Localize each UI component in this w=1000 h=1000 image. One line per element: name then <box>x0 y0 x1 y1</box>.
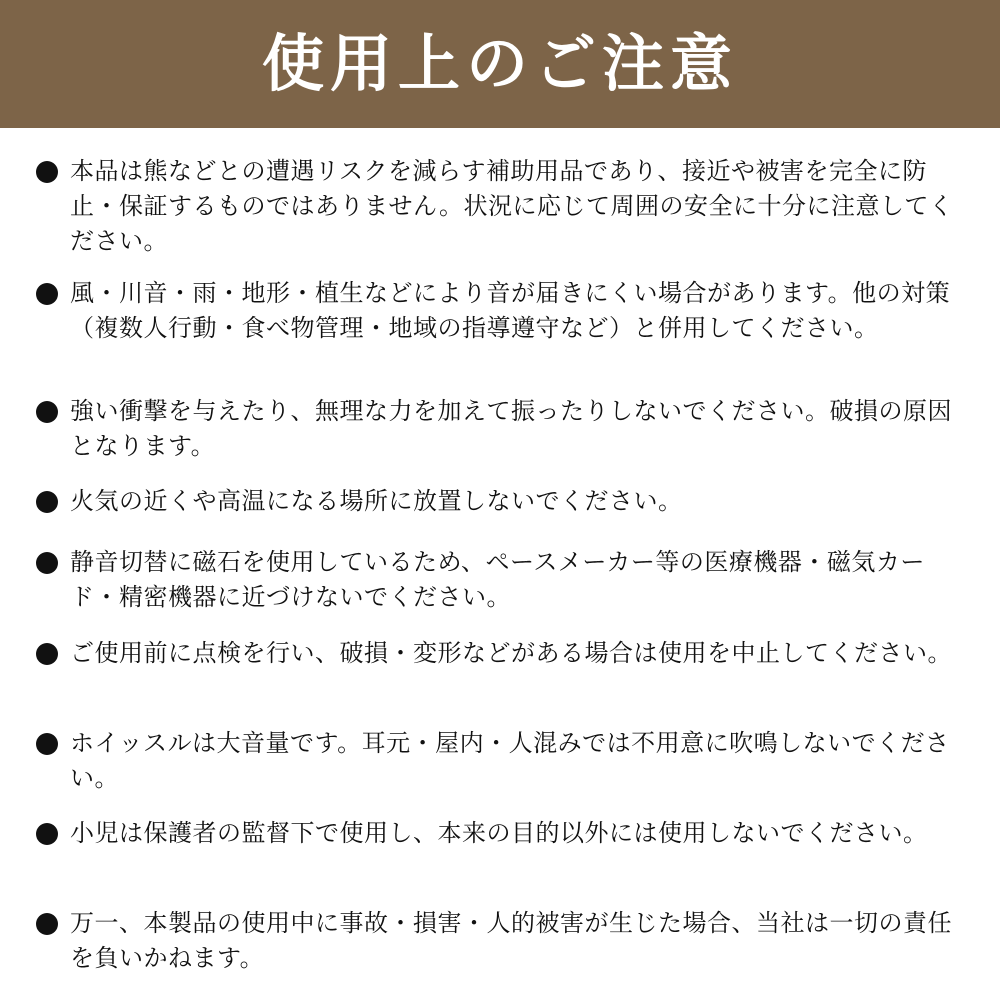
bullet-icon <box>36 491 58 513</box>
notice-item-4 <box>30 484 975 519</box>
notice-text: ご使用前に点検を行い、破損・変形などがある場合は使用を中止してください。 <box>70 639 952 667</box>
notice-item-5 <box>30 545 975 615</box>
notice-text: ホイッスルは大音量です。耳元・屋内・人混みでは不用意に吹鳴しないでください。 <box>70 729 950 792</box>
notice-item-8 <box>30 816 975 851</box>
notice-text: 本品は熊などとの遭遇リスクを減らす補助用品であり、接近や被害を完全に防止・保証するものではありません。状況に応じて周囲の安全に十分に注意してください。 <box>70 157 954 255</box>
bullet-icon <box>36 161 58 183</box>
notice-item-7 <box>30 726 975 796</box>
notice-item-6 <box>30 636 975 671</box>
notice-text: 静音切替に磁石を使用しているため、ペースメーカー等の医療機器・磁気カード・精密機器に近づけないでください。 <box>70 548 925 611</box>
bullet-icon <box>36 733 58 755</box>
notice-text: 風・川音・雨・地形・植生などにより音が届きにくい場合があります。他の対策（複数人行動・食べ物管理・地域の指導遵守など）と併用してください。 <box>70 279 951 342</box>
notice-text: 小児は保護者の監督下で使用し、本来の目的以外には使用しないでください。 <box>70 819 928 847</box>
bullet-icon <box>36 401 58 423</box>
notice-item-9 <box>30 906 975 976</box>
bullet-icon <box>36 643 58 665</box>
notice-item-2 <box>30 276 975 346</box>
notice-text: 万一、本製品の使用中に事故・損害・人的被害が生じた場合、当社は一切の責任を負いかねます。 <box>70 909 952 972</box>
notice-item-1 <box>30 154 975 259</box>
notice-text: 強い衝撃を与えたり、無理な力を加えて振ったりしないでください。破損の原因となります。 <box>70 397 952 460</box>
notice-item-3 <box>30 394 975 464</box>
notice-text: 火気の近くや高温になる場所に放置しないでください。 <box>70 487 683 515</box>
bullet-icon <box>36 823 58 845</box>
page-title: 使用上のご注意 <box>261 27 738 100</box>
bullet-icon <box>36 552 58 574</box>
bullet-icon <box>36 283 58 305</box>
bullet-icon <box>36 913 58 935</box>
